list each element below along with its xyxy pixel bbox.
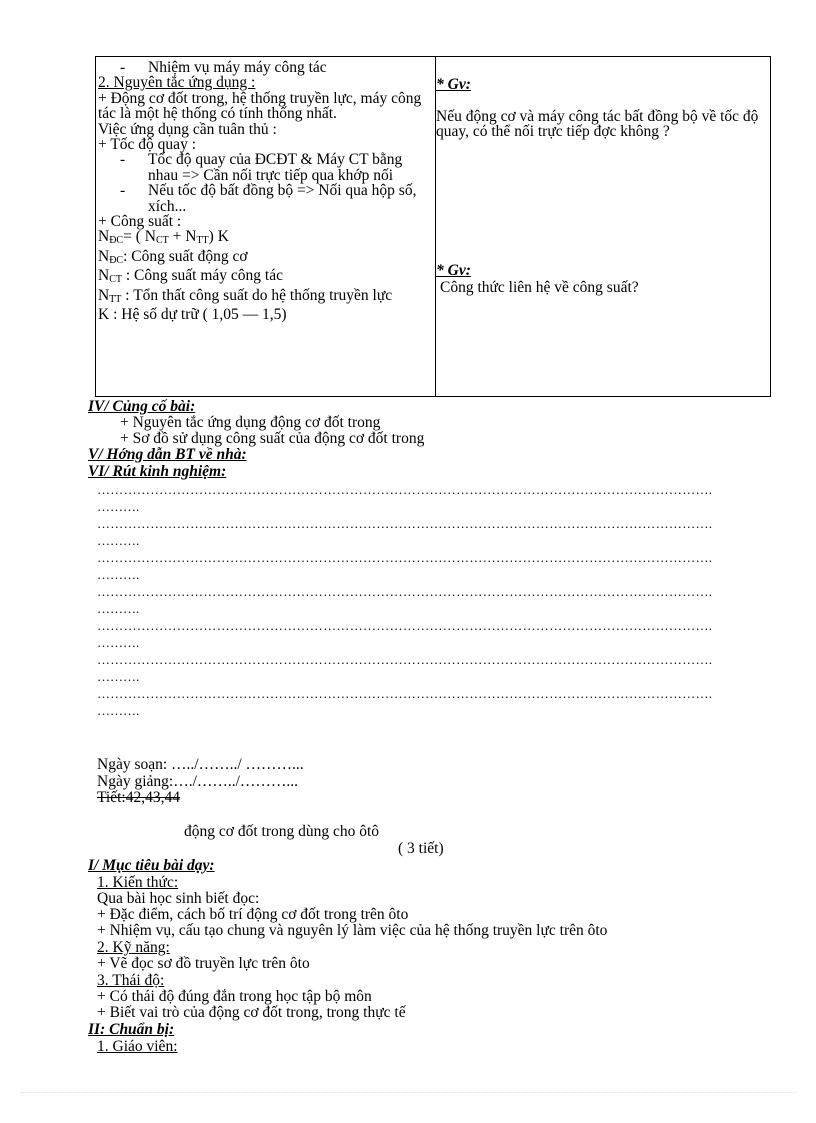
question-text: Nếu động cơ và máy công tác bất đồng bộ về tốc độ quay, có thể nối trực tiếp đợc không ?: [436, 108, 759, 141]
table-line: - Nhiệm vụ máy máy công tác: [120, 59, 327, 76]
list-item: + Sơ đồ sử dụng công suất của động cơ đốt trong: [120, 430, 425, 447]
gv-label: * Gv:: [436, 76, 471, 93]
subsection-title: 3. Thái độ:: [97, 972, 165, 989]
table-line: $N_{ĐC}$: Công suất động cơ: [98, 247, 248, 266]
table-line: 2. Nguyên tắc ứng dụng :: [98, 74, 256, 92]
section-title: V/ Hớng dẫn BT về nhà:: [88, 446, 247, 463]
table-line: + Động cơ đốt trong, hệ thống truyền lực, máy công tác là một hệ thống có tính thống nhất.: [98, 89, 422, 123]
text-line: + Vẽ đọc sơ đồ truyền lực trên ôto: [97, 955, 310, 972]
dotted-line: ………………………………………………………………………………………………………………………….: [97, 652, 713, 667]
dotted-line: ……….: [97, 703, 140, 718]
subsection-title: 1. Kiến thức:: [97, 874, 179, 891]
section-title: I/ Mục tiêu bài dạy:: [88, 857, 215, 874]
text-line: + Nhiệm vụ, cấu tạo chung và nguyên lý làm việc của hệ thống truyền lực trên ôto: [97, 922, 608, 939]
subsection-title: 1. Giáo viên:: [97, 1038, 178, 1055]
table-line: Việc ứng dụng cần tuân thủ :: [98, 120, 277, 138]
lesson-title: động cơ đốt trong dùng cho ôtô: [184, 823, 380, 840]
gv-label: * Gv:: [436, 262, 471, 279]
table-line: $N_{TT}$ : Tổn thất công suất do hệ thống truyền lực: [98, 286, 393, 305]
dotted-line: ………………………………………………………………………………………………………………………….: [97, 550, 713, 565]
table-line: + Công suất :: [98, 213, 182, 231]
date-prepared: Ngày soạn: …../……../ ………...: [97, 756, 304, 773]
dotted-line: ……….: [97, 635, 140, 650]
text-line: Qua bài học sinh biết đọc:: [97, 890, 260, 907]
table-right-column: [436, 57, 770, 396]
section-title: VI/ Rút kinh nghiệm:: [88, 463, 227, 480]
dotted-line: ………………………………………………………………………………………………………………………….: [97, 618, 713, 633]
table-line: + Tốc độ quay :: [98, 136, 196, 154]
list-item: + Nguyên tắc ứng dụng động cơ đốt trong: [120, 414, 381, 431]
table-line: - Tốc độ quay của ĐCĐT & Máy CT bằng nhau => Cần nối trực tiếp qua khớp nối: [120, 151, 403, 184]
dotted-line: ……….: [97, 533, 140, 548]
table-left-column: [96, 57, 436, 396]
page-bottom-border: [20, 1092, 796, 1093]
dotted-line: ……….: [97, 567, 140, 582]
text-line: + Có thái độ đúng đắn trong học tập bộ môn: [97, 988, 372, 1005]
table-line: K : Hệ số dự trữ ( 1,05 — 1,5): [98, 306, 287, 324]
dotted-line: ………………………………………………………………………………………………………………………….: [97, 584, 713, 599]
lesson-periods: ( 3 tiết): [398, 840, 444, 857]
section-title: II: Chuẩn bị:: [88, 1021, 175, 1038]
question-text: Công thức liên hệ về công suất?: [440, 279, 639, 296]
text-line: + Đặc điểm, cách bố trí động cơ đốt trong trên ôto: [97, 906, 409, 923]
dotted-line: ………………………………………………………………………………………………………………………….: [97, 482, 713, 497]
date-taught: Ngày giảng:…./……../………...: [97, 773, 299, 790]
section-title: IV/ Củng cố bài:: [88, 398, 196, 415]
dotted-line: ……….: [97, 499, 140, 514]
dotted-line: ………………………………………………………………………………………………………………………….: [97, 686, 713, 701]
table-line: - Nếu tốc độ bất đồng bộ => Nối qua hộp số, xích...: [120, 182, 417, 215]
dotted-line: ……….: [97, 669, 140, 684]
dotted-line: ……….: [97, 601, 140, 616]
text-line: + Biết vai trò của động cơ đốt trong, trong thực tế: [97, 1004, 406, 1021]
dotted-line: ………………………………………………………………………………………………………………………….: [97, 516, 713, 531]
table-line: $N_{CT}$ : Công suất máy công tác: [98, 267, 283, 286]
subsection-title: 2. Kỹ năng:: [97, 939, 170, 956]
formula-line: $N_{ĐC}=$ ( $N_{CT} + N_{TT}$) K: [98, 228, 229, 247]
period-numbers: Tiết:42,43,44: [97, 789, 180, 806]
lesson-table: [95, 56, 771, 397]
